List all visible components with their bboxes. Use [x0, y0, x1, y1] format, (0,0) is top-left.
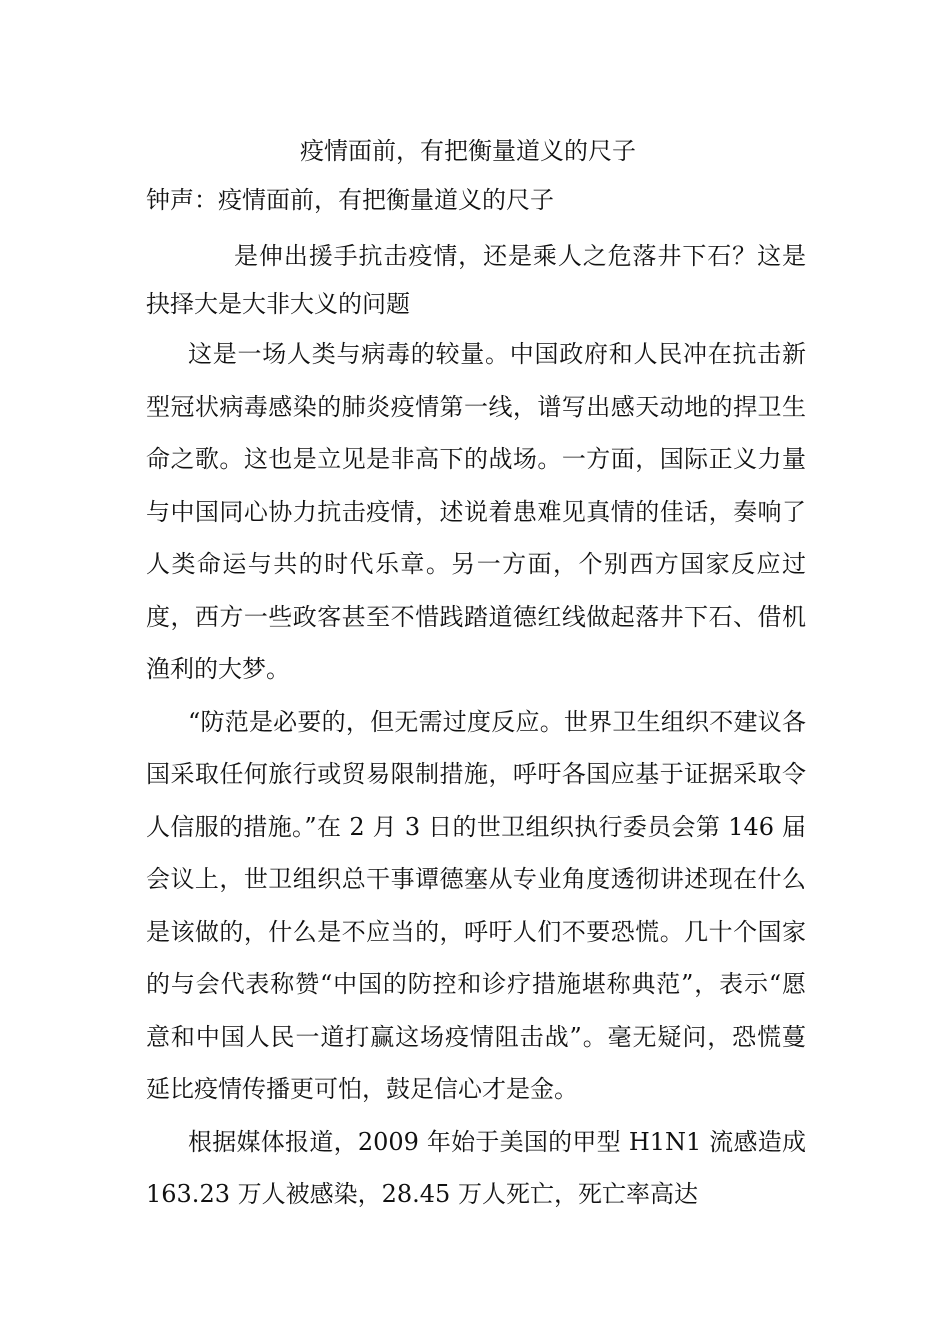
body-paragraph-2: “防范是必要的，但无需过度反应。世界卫生组织不建议各国采取任何旅行或贸易限制措施，呼吁各国应基于证据采取令人信服的措施。”在 2 月 3 日的世卫组织执行委员会第 146 届会议上，世卫组织总干事谭德塞从专业角度透彻讲述现在什么是该做的，什么是不应当的，呼吁人们不要恐慌。几十个国家的与会代表称赞“中国的防控和诊疗措施堪称典范”，表示“愿意和中国人民一道打赢这场疫情阻击战”。毫无疑问，恐慌蔓延比疫情传播更可怕，鼓足信心才是金。	[146, 707, 806, 1103]
body-paragraph-3: 根据媒体报道，2009 年始于美国的甲型 H1N1 流感造成 163.23 万人被感染，28.45 万人死亡，死亡率高达	[146, 1127, 806, 1208]
body-paragraph-1: 这是一场人类与病毒的较量。中国政府和人民冲在抗击新型冠状病毒感染的肺炎疫情第一线，谱写出感天动地的捍卫生命之歌。这也是立见是非高下的战场。一方面，国际正义力量与中国同心协力抗击疫情，述说着患难见真情的佳话，奏响了人类命运与共的时代乐章。另一方面，个别西方国家反应过度，西方一些政客甚至不惜践踏道德红线做起落井下石、借机渔利的大梦。	[146, 340, 806, 683]
document-title: 疫情面前，有把衡量道义的尺子	[300, 137, 636, 165]
lead-paragraph: 是伸出援手抗击疫情，还是乘人之危落井下石？这是抉择大是大非大义的问题	[146, 242, 806, 318]
article-body	[146, 328, 806, 1221]
document-subtitle: 钟声：疫情面前，有把衡量道义的尺子	[146, 186, 554, 214]
